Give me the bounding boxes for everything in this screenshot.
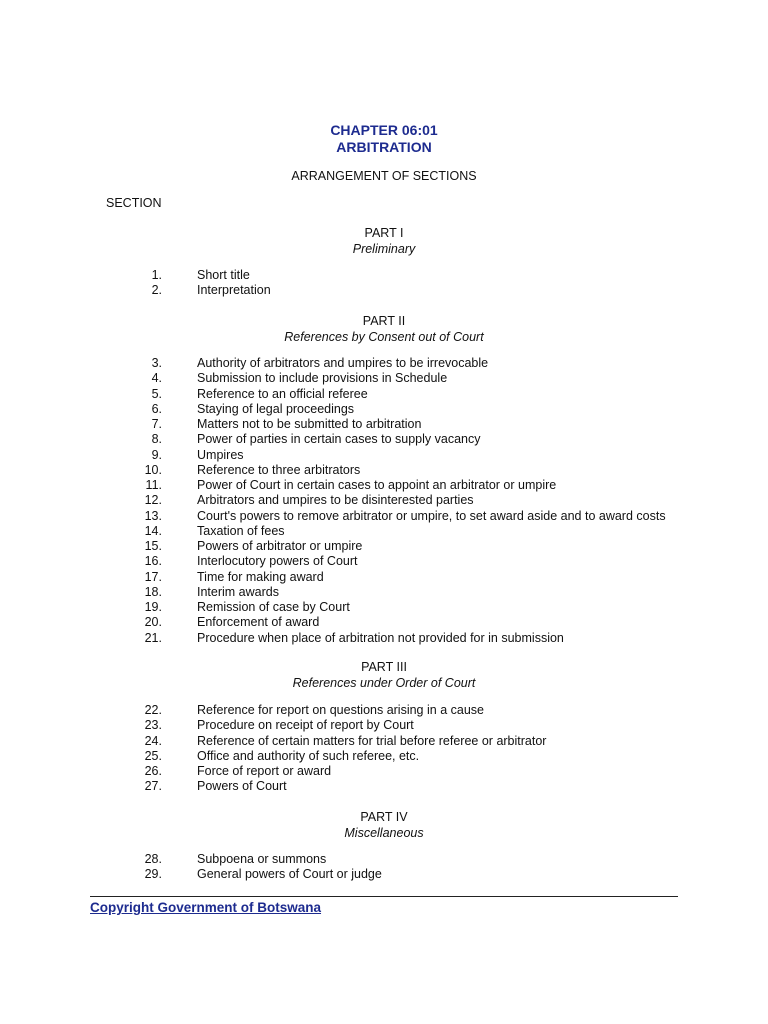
section-title: Interim awards <box>197 584 279 599</box>
list-item <box>0 631 768 646</box>
list-item <box>0 764 768 779</box>
section-number: 27. <box>144 779 162 794</box>
part-heading <box>0 659 768 691</box>
section-number: 17. <box>144 569 162 584</box>
section-number: 12. <box>144 493 162 508</box>
list-item <box>0 852 768 867</box>
section-title: Enforcement of award <box>197 615 320 630</box>
section-title: Subpoena or summons <box>197 852 327 866</box>
list-item <box>0 600 768 615</box>
section-title: Reference of certain matters for trial before referee or arbitrator <box>197 733 547 748</box>
list-item <box>0 432 768 447</box>
list-item <box>0 734 768 749</box>
section-list <box>0 852 768 883</box>
list-item <box>0 509 768 524</box>
section-title: Submission to include provisions in Schedule <box>197 371 448 386</box>
section-title: Reference to three arbitrators <box>197 462 361 477</box>
section-list <box>0 268 768 299</box>
part-label: PART III <box>361 660 407 674</box>
section-title: Interlocutory powers of Court <box>197 554 358 569</box>
part-label: PART II <box>362 314 406 328</box>
section-number: 26. <box>144 764 162 778</box>
chapter-number: CHAPTER 06:01 <box>330 122 438 138</box>
part-heading <box>0 313 768 345</box>
part-subtitle: References by Consent out of Court <box>284 330 484 344</box>
section-title: Short title <box>197 268 250 282</box>
section-number: 19. <box>144 600 162 614</box>
list-item <box>0 570 768 585</box>
list-item <box>0 749 768 764</box>
list-item <box>0 463 768 478</box>
list-item <box>0 417 768 432</box>
arrangement-heading: ARRANGEMENT OF SECTIONS <box>291 169 477 183</box>
section-number: 1. <box>151 268 162 282</box>
section-title: Interpretation <box>197 283 271 298</box>
section-list <box>0 703 768 795</box>
section-title: Court's powers to remove arbitrator or umpire, to set award aside and to award costs <box>197 508 666 523</box>
section-title: Reference to an official referee <box>197 386 368 401</box>
section-number: 6. <box>151 401 162 416</box>
list-item <box>0 356 768 371</box>
section-number: 29. <box>144 867 162 882</box>
section-number: 2. <box>151 283 162 298</box>
part-label: PART IV <box>360 810 408 824</box>
section-title: Power of parties in certain cases to supply vacancy <box>197 432 481 447</box>
section-number: 16. <box>144 554 162 569</box>
part-label: PART I <box>364 226 404 240</box>
section-number: 5. <box>151 386 162 401</box>
section-column-label: SECTION <box>106 196 162 210</box>
section-title: Office and authority of such referee, etc. <box>197 748 420 763</box>
section-title: Umpires <box>197 447 244 462</box>
chapter-title: ARBITRATION <box>336 139 432 155</box>
section-number: 18. <box>144 584 162 599</box>
section-number: 24. <box>144 733 162 748</box>
list-item <box>0 387 768 402</box>
section-number: 13. <box>144 508 162 523</box>
section-title: Staying of legal proceedings <box>197 401 355 416</box>
list-item <box>0 448 768 463</box>
list-item <box>0 718 768 733</box>
section-number: 28. <box>144 852 162 866</box>
section-number: 8. <box>151 432 162 447</box>
list-item <box>0 268 768 283</box>
copyright-link[interactable]: Copyright Government of Botswana <box>90 900 322 915</box>
section-list <box>0 356 768 646</box>
section-number: 3. <box>151 356 162 370</box>
section-title: Time for making award <box>197 569 324 584</box>
section-number: 25. <box>144 748 162 763</box>
section-title: General powers of Court or judge <box>197 867 382 882</box>
section-title: Force of report or award <box>197 764 332 778</box>
section-title: Procedure on receipt of report by Court <box>197 718 414 733</box>
section-number: 22. <box>144 703 162 717</box>
list-item <box>0 615 768 630</box>
section-number: 9. <box>151 447 162 462</box>
list-item <box>0 703 768 718</box>
section-number: 4. <box>151 371 162 386</box>
section-number: 20. <box>144 615 162 630</box>
list-item <box>0 493 768 508</box>
section-title: Authority of arbitrators and umpires to be irrevocable <box>197 356 489 370</box>
part-heading <box>0 809 768 841</box>
section-title: Arbitrators and umpires to be disinterested parties <box>197 493 474 508</box>
list-item <box>0 371 768 386</box>
section-number: 7. <box>151 417 162 431</box>
part-subtitle: Preliminary <box>352 242 416 256</box>
list-item <box>0 478 768 493</box>
part-subtitle: Miscellaneous <box>344 826 424 840</box>
part-heading <box>0 225 768 257</box>
list-item <box>0 524 768 539</box>
list-item <box>0 867 768 882</box>
section-title: Remission of case by Court <box>197 600 350 614</box>
list-item <box>0 779 768 794</box>
section-number: 14. <box>144 523 162 538</box>
section-number: 11. <box>145 478 162 492</box>
section-title: Powers of Court <box>197 779 287 794</box>
section-title: Reference for report on questions arising in a cause <box>197 703 484 717</box>
footer-divider <box>90 896 678 897</box>
list-item <box>0 585 768 600</box>
section-title: Taxation of fees <box>197 523 285 538</box>
section-title: Power of Court in certain cases to appoint an arbitrator or umpire <box>197 478 557 492</box>
part-subtitle: References under Order of Court <box>292 676 476 690</box>
section-number: 23. <box>144 718 162 733</box>
section-title: Powers of arbitrator or umpire <box>197 539 363 553</box>
section-number: 10. <box>144 462 162 477</box>
chapter-heading <box>0 122 768 156</box>
section-number: 15. <box>144 539 162 553</box>
section-title: Matters not to be submitted to arbitration <box>197 417 422 431</box>
list-item <box>0 539 768 554</box>
list-item <box>0 554 768 569</box>
list-item <box>0 283 768 298</box>
section-number: 21. <box>144 630 162 645</box>
section-title: Procedure when place of arbitration not provided for in submission <box>197 630 564 645</box>
list-item <box>0 402 768 417</box>
